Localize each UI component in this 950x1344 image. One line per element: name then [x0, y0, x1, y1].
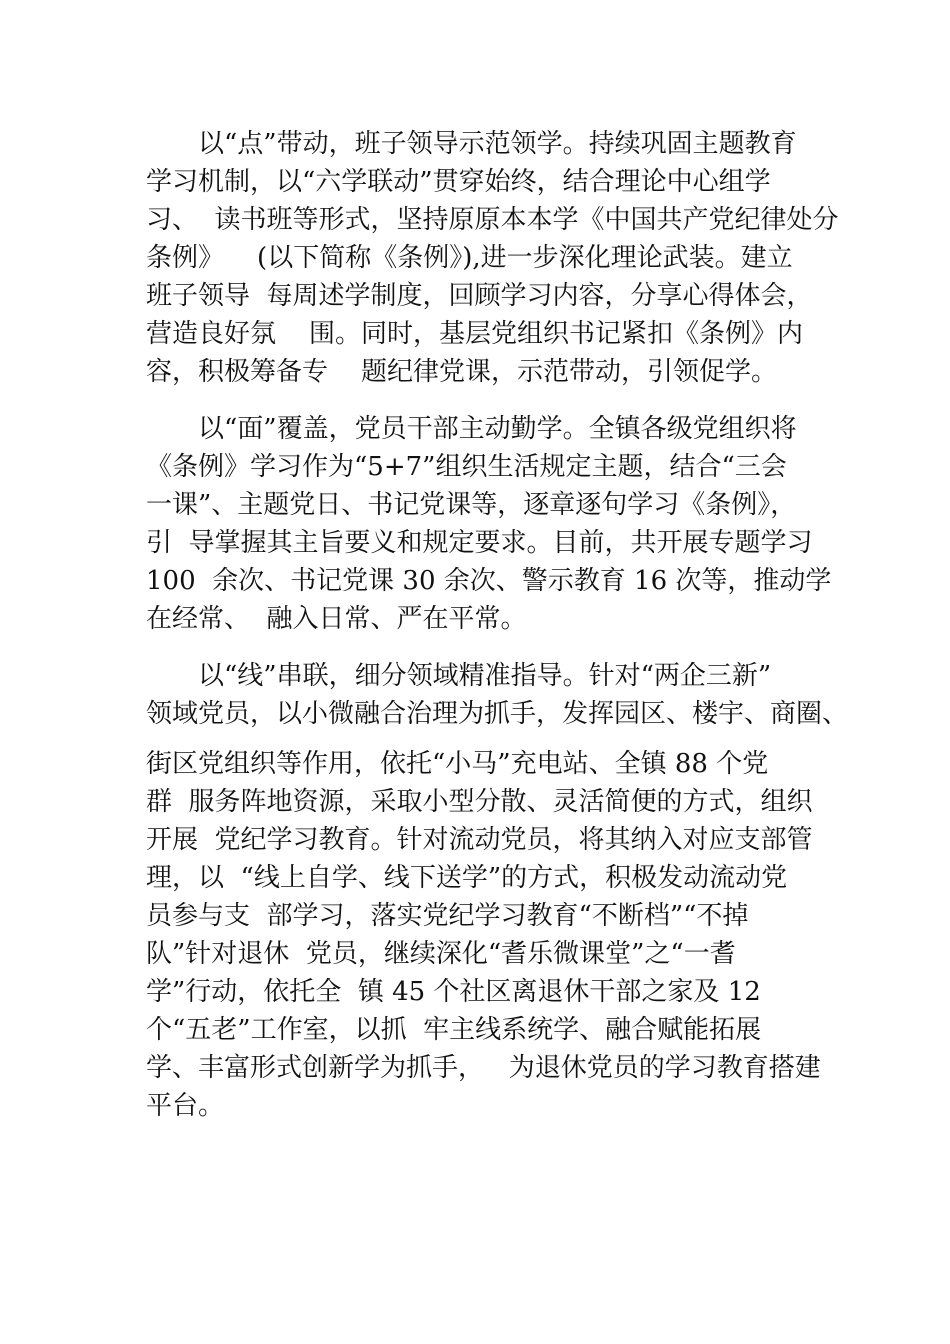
- paragraph-line: 条例》 (以下简称《条例》),进一步深化理论武装。建立: [146, 243, 793, 273]
- paragraph-line: 学、丰富形式创新学为抓手， 为退休党员的学习教育搭建: [146, 1053, 821, 1083]
- paragraph-line: 容，积极筹备专 题纪律党课，示范带动，引领促学。: [146, 357, 778, 387]
- paragraph-line: 习、 读书班等形式，坚持原原本本学《中国共产党纪律处分: [146, 205, 839, 235]
- paragraph-line: 领域党员，以小微融合治理为抓手，发挥园区、楼宇、商圈、: [146, 699, 849, 729]
- paragraph-line: 营造良好氛 围。同时，基层党组织书记紧扣《条例》内: [146, 319, 804, 349]
- paragraph-line: 以“点”带动，班子领导示范领学。持续巩固主题教育: [198, 129, 797, 159]
- paragraph-line: 班子领导 每周述学制度，回顾学习内容，分享心得体会，: [146, 281, 813, 311]
- paragraph-line: 学”行动，依托全 镇 45 个社区离退休干部之家及 12: [146, 977, 761, 1007]
- paragraph-line: 在经常、 融入日常、严在平常。: [146, 604, 527, 634]
- paragraph-line: 街区党组织等作用，依托“小马”充电站、全镇 88 个党: [146, 749, 769, 779]
- paragraph-line: 《条例》学习作为“5+7”组织生活规定主题，结合“三会: [146, 452, 787, 482]
- paragraph-line: 理，以 “线上自学、线下送学”的方式，积极发动流动党: [146, 863, 788, 893]
- paragraph-line: 员参与支 部学习，落实党纪学习教育“不断档”“不掉: [146, 901, 749, 931]
- paragraph-line: 个“五老”工作室，以抓 牢主线系统学、融合赋能拓展: [146, 1015, 762, 1045]
- paragraph-line: 群 服务阵地资源，采取小型分散、灵活简便的方式，组织: [146, 787, 813, 817]
- paragraph-line: 队”针对退休 党员，继续深化“耆乐微课堂”之“一耆: [146, 939, 736, 969]
- paragraph-line: 100 余次、书记党课 30 余次、警示教育 16 次等，推动学: [146, 566, 832, 596]
- paragraph-line: 学习机制，以“六学联动”贯穿始终，结合理论中心组学: [146, 167, 771, 197]
- paragraph-line: 引 导掌握其主旨要义和规定要求。目前，共开展专题学习: [146, 528, 813, 558]
- paragraph-line: 平台。: [146, 1091, 225, 1121]
- paragraph-line: 以“线”串联，细分领域精准指导。针对“两企三新”: [198, 661, 772, 691]
- paragraph-line: 以“面”覆盖，党员干部主动勤学。全镇各级党组织将: [198, 414, 797, 444]
- paragraph-line: 开展 党纪学习教育。针对流动党员，将其纳入对应支部管: [146, 825, 813, 855]
- paragraph-line: 一课”、主题党日、书记党课等，逐章逐句学习《条例》，: [146, 490, 797, 520]
